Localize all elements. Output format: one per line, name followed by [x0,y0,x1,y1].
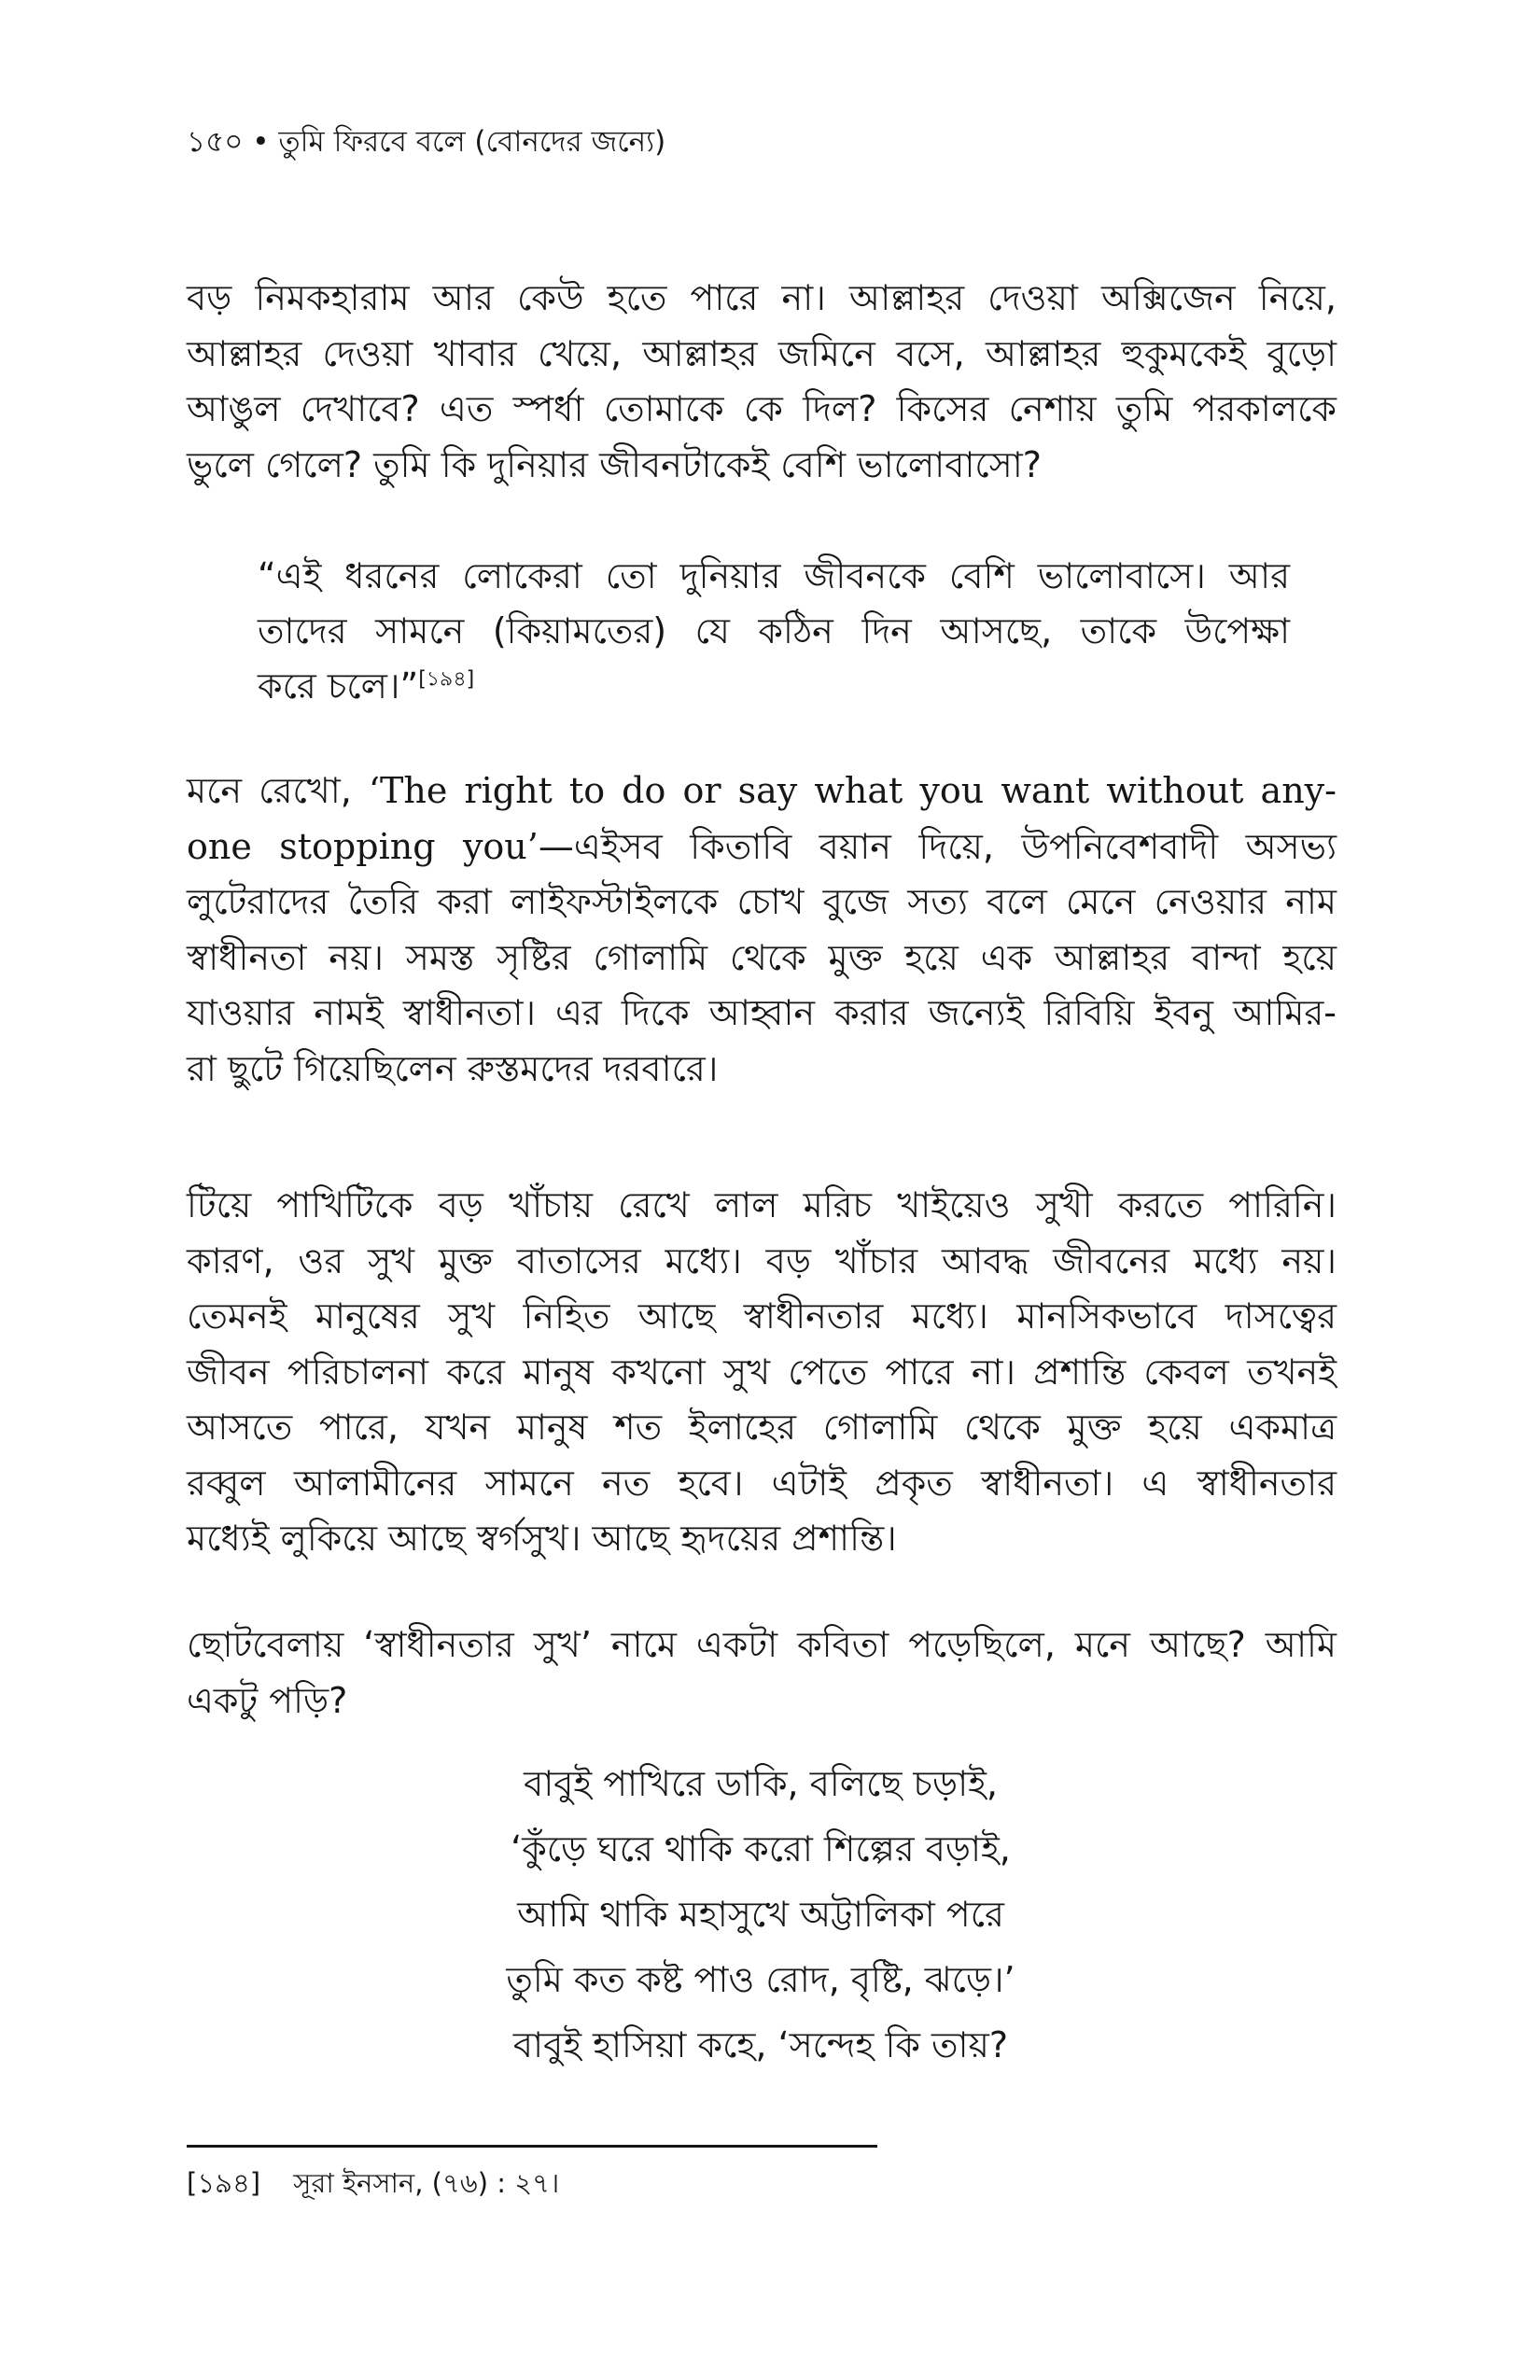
page-header [187,121,665,162]
text-line: ভুলে গেলে? তুমি কি দুনিয়ার জীবনটাকেই বেশি ভালোবাসো? [187,443,1042,485]
paragraph-2 [187,763,1337,1097]
quote-line: তাদের সামনে (কিয়ামতের) যে কঠিন দিন আসছে, তাকে উপেক্ষা [258,610,1290,651]
text-line: লুটেরাদের তৈরি করা লাইফস্টাইলকে চোখ বুজে সত্য বলে মেনে নেওয়ার নাম [187,881,1337,922]
text-line: একটু পড়ি? [187,1679,348,1721]
text-line: যাওয়ার নামই স্বাধীনতা। এর দিকে আহ্বান করার জন্যেই রিবিয়ি ইবনু আমির- [187,992,1337,1033]
text-line: রব্বুল আলামীনের সামনে নত হবে। এটাই প্রকৃত স্বাধীনতা। এ স্বাধীনতার [187,1462,1337,1504]
footnote-reference: [১৯৪] [418,667,475,692]
footnote-divider [187,2145,877,2148]
book-title: তুমি ফিরবে বলে (বোনদের জন্যে) [278,125,666,159]
paragraph-1 [187,271,1337,493]
header-separator: • [252,125,270,159]
text-line: রা ছুটে গিয়েছিলেন রুস্তমদের দরবারে। [187,1047,719,1089]
text-line: জীবন পরিচালনা করে মানুষ কখনো সুখ পেতে পারে না। প্রশান্তি কেবল তখনই [187,1351,1337,1393]
text-segment-bn: —এইসব কিতাবি বয়ান দিয়ে, উপনিবেশবাদী অসভ্য [538,825,1337,867]
text-segment-en: one stopping you’ [187,825,539,867]
quote-line-text: করে চলে।” [258,665,419,707]
text-line: আল্লাহর দেওয়া খাবার খেয়ে, আল্লাহর জমিনে বসে, আল্লাহর হুকুমকেই বুড়ো [187,332,1337,374]
text-line: স্বাধীনতা নয়। সমস্ত সৃষ্টির গোলামি থেকে মুক্ত হয়ে এক আল্লাহর বান্দা হয়ে [187,936,1337,978]
text-line: আসতে পারে, যখন মানুষ শত ইলাহের গোলামি থেকে মুক্ত হয়ে একমাত্র [187,1407,1337,1448]
quote-line: “এই ধরনের লোকেরা তো দুনিয়ার জীবনকে বেশি ভালোবাসে। আর [258,555,1290,596]
text-line: টিয়ে পাখিটিকে বড় খাঁচায় রেখে লাল মরিচ খাইয়েও সুখী করতে পারিনি। [187,1184,1337,1225]
poem-line: ‘কুঁড়ে ঘরে থাকি করো শিল্পের বড়াই, [511,1828,1011,1869]
poem-line: তুমি কত কষ্ট পাও রোদ, বৃষ্টি, ঝড়ে।’ [506,1959,1015,2000]
footnote-number: [১৯৪] [187,2167,261,2199]
paragraph-4 [187,1617,1337,1729]
poem-line: আমি থাকি মহাসুখে অট্টালিকা পরে [517,1894,1004,1935]
quran-quote [258,549,1290,714]
footnote [187,2163,559,2203]
page-number: ১৫০ [187,125,244,159]
text-line [187,819,1337,875]
paragraph-3 [187,1178,1337,1567]
poem-line: বাবুই পাখিরে ডাকি, বলিছে চড়াই, [524,1763,998,1804]
footnote-text: সূরা ইনসান, (৭৬) : ২৭। [293,2167,560,2199]
poem-line: বাবুই হাসিয়া কহে, ‘সন্দেহ কি তায়? [512,2024,1009,2065]
text-line [187,763,1337,819]
text-line: কারণ, ওর সুখ মুক্ত বাতাসের মধ্যে। বড় খাঁচার আবদ্ধ জীবনের মধ্যে নয়। [187,1239,1337,1281]
text-line: বড় নিমকহারাম আর কেউ হতে পারে না। আল্লাহর দেওয়া অক্সিজেন নিয়ে, [187,277,1337,318]
text-line: আঙুল দেখাবে? এত স্পর্ধা তোমাকে কে দিল? কিসের নেশায় তুমি পরকালকে [187,388,1337,429]
text-line: ছোটবেলায় ‘স্বাধীনতার সুখ’ নামে একটা কবিতা পড়েছিলে, মনে আছে? আমি [187,1624,1337,1665]
text-line: মধ্যেই লুকিয়ে আছে স্বর্গসুখ। আছে হৃদয়ের প্রশান্তি। [187,1518,897,1559]
text-line: তেমনই মানুষের সুখ নিহিত আছে স্বাধীনতার মধ্যে। মানসিকভাবে দাসত্বের [187,1295,1337,1337]
text-segment-bn: মনে রেখো, [187,770,369,811]
poem [327,1751,1195,2078]
quote-line-last [258,659,1290,714]
text-segment-en: ‘The right to do or say what you want without any- [368,770,1337,811]
